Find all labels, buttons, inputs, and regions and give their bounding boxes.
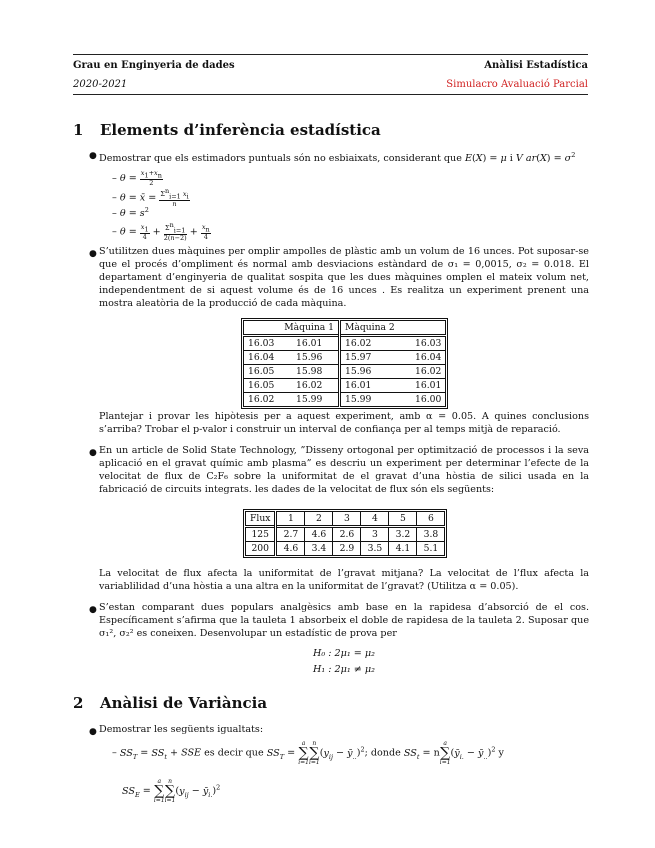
table-row: 16.03 16.01 16.02 16.03 bbox=[244, 336, 446, 351]
header-bottom-rule bbox=[73, 94, 588, 95]
q1-item-1: – θ = $\frac{x_1+x_n}{2}$ bbox=[112, 169, 162, 188]
exam-title: Simulacro Avaluació Parcial bbox=[446, 79, 588, 90]
table-row: 16.04 15.96 15.97 16.04 bbox=[244, 351, 446, 365]
section-1-heading bbox=[73, 121, 381, 139]
q1-text: Demostrar que els estimadors puntuals són no esbiaixats, considerant que E(X) = μ i V $ar(X) = \sigma^2$ bbox=[99, 151, 576, 165]
header-top-rule bbox=[73, 54, 588, 55]
academic-year: 2020-2021 bbox=[73, 79, 128, 90]
table-row: 16.05 15.98 15.96 16.02 bbox=[244, 365, 446, 379]
q2-followup: Plantejar i provar les hipòtesis per a aquest experiment, amb α = 0.05. A quines conclusions s’arriba? Trobar el p-valor i construir un interval de confiança per al temps mitjà de reparació. bbox=[99, 411, 589, 435]
section-2-title: Anàlisi de Variància bbox=[100, 694, 268, 712]
table-row: 125 2.7 4.6 2.6 3 3.2 3.8 bbox=[246, 527, 445, 542]
s2-equation-2: $SS_E = a$ ∑ i=1n ∑ $i=1(y_{ij}$ − $ȳ_{i.})^2$ bbox=[122, 778, 221, 804]
bullet: ● bbox=[89, 605, 97, 615]
hypothesis-h0: H₀ : 2μ₁ = μ₂ bbox=[313, 648, 375, 659]
subject-name: Anàlisi Estadística bbox=[484, 60, 588, 71]
flux-table bbox=[243, 509, 447, 558]
table-header-row: Flux 1 2 3 4 5 6 bbox=[246, 512, 445, 527]
bullet: ● bbox=[89, 448, 97, 458]
bullet: ● bbox=[89, 151, 97, 161]
section-1-number: 1 bbox=[73, 121, 84, 139]
table-row: 200 4.6 3.4 2.9 3.5 4.1 5.1 bbox=[246, 542, 445, 556]
q1-item-2: – θ = x̄ = $\frac{\Sigma^n_{i=1} x_i}{n}$ bbox=[112, 187, 189, 209]
s2-equation-1: – $SS_T = SS_t$ + SSE es decir que $SS_T = a$ ∑ i=1n ∑ $i=1(y_{ij}$ − $ȳ_{..})^2$; donde $SS_t$ = na ∑ $i=1(ȳ_{i.}$ − $ȳ_{..})^2$ y bbox=[112, 740, 504, 766]
q4-text: S’estan comparant dues populars analgèsics amb base en la rapidesa d’absorció de el cos. Específicament s’afirma que la tauleta 1 absorbeix el doble de rapidesa de la tauleta 2. Suposar que σ₁², σ₂² es coneixen. Desenvolupar un estadístic de prova per bbox=[99, 602, 589, 639]
table-row: 16.02 15.99 15.99 16.00 bbox=[248, 394, 442, 405]
section-2-heading bbox=[73, 694, 267, 712]
q3-text: En un article de Solid State Technology, ”Disseny ortogonal per optimització de processos i la seva aplicació en el gravat químic amb plasma” es descriu un experiment per determinar l’efecte de la velocitat de flux de C₂F₆ sobre la uniformitat de el gravat d’una hòstia de silici usada en la fabricació de circuits integrats. les dades de la velocitat de flux són els següents: bbox=[99, 445, 589, 495]
table-row: 16.05 16.02 16.01 16.01 bbox=[244, 379, 446, 393]
q3-followup: La velocitat de flux afecta la uniformitat de l’gravat mitjana? La velocitat de l’flux afecta la variablilidad d’una hòstia a una altra en la uniformitat de l’gravat? (Utilitza α = 0.05). bbox=[99, 568, 589, 592]
machine-2-header: Màquina 2 bbox=[345, 322, 395, 333]
q2-text: S’utilitzen dues màquines per omplir ampolles de plàstic amb un volum de 16 unces. Pot suposar-se que el procés d’ompliment és normal amb desviacions estàndard de σ₁ = 0,0015, σ₂ = 0.018. El departament d’enginyeria de qualitat sospita que les dues màquines omplen el mateix volum net, independentment de si aquest volume és de 16 unces . Es realitza un experiment prenent una mostra aleatòria de la producció de cada màquina. bbox=[99, 246, 589, 309]
section-2-number: 2 bbox=[73, 694, 84, 712]
machine-table bbox=[241, 318, 448, 409]
s2-q1-text: Demostrar les següents igualtats: bbox=[99, 724, 264, 735]
hypothesis-h1: H₁ : 2μ₁ ≠ μ₂ bbox=[313, 664, 375, 675]
machine-1-header: Màquina 1 bbox=[244, 321, 340, 336]
course-name: Grau en Enginyeria de dades bbox=[73, 60, 235, 71]
bullet: ● bbox=[89, 727, 97, 737]
bullet: ● bbox=[89, 249, 97, 259]
q1-item-4: – θ = $\frac{x_1}{4}$ + $\frac{\Sigma^n_{i=1}}{2(n-2)}$ + $\frac{x_n}{4}$ bbox=[112, 221, 210, 243]
section-1-title: Elements d’inferència estadística bbox=[100, 121, 381, 139]
q1-item-3: – $\theta = s^2$ bbox=[112, 206, 149, 220]
